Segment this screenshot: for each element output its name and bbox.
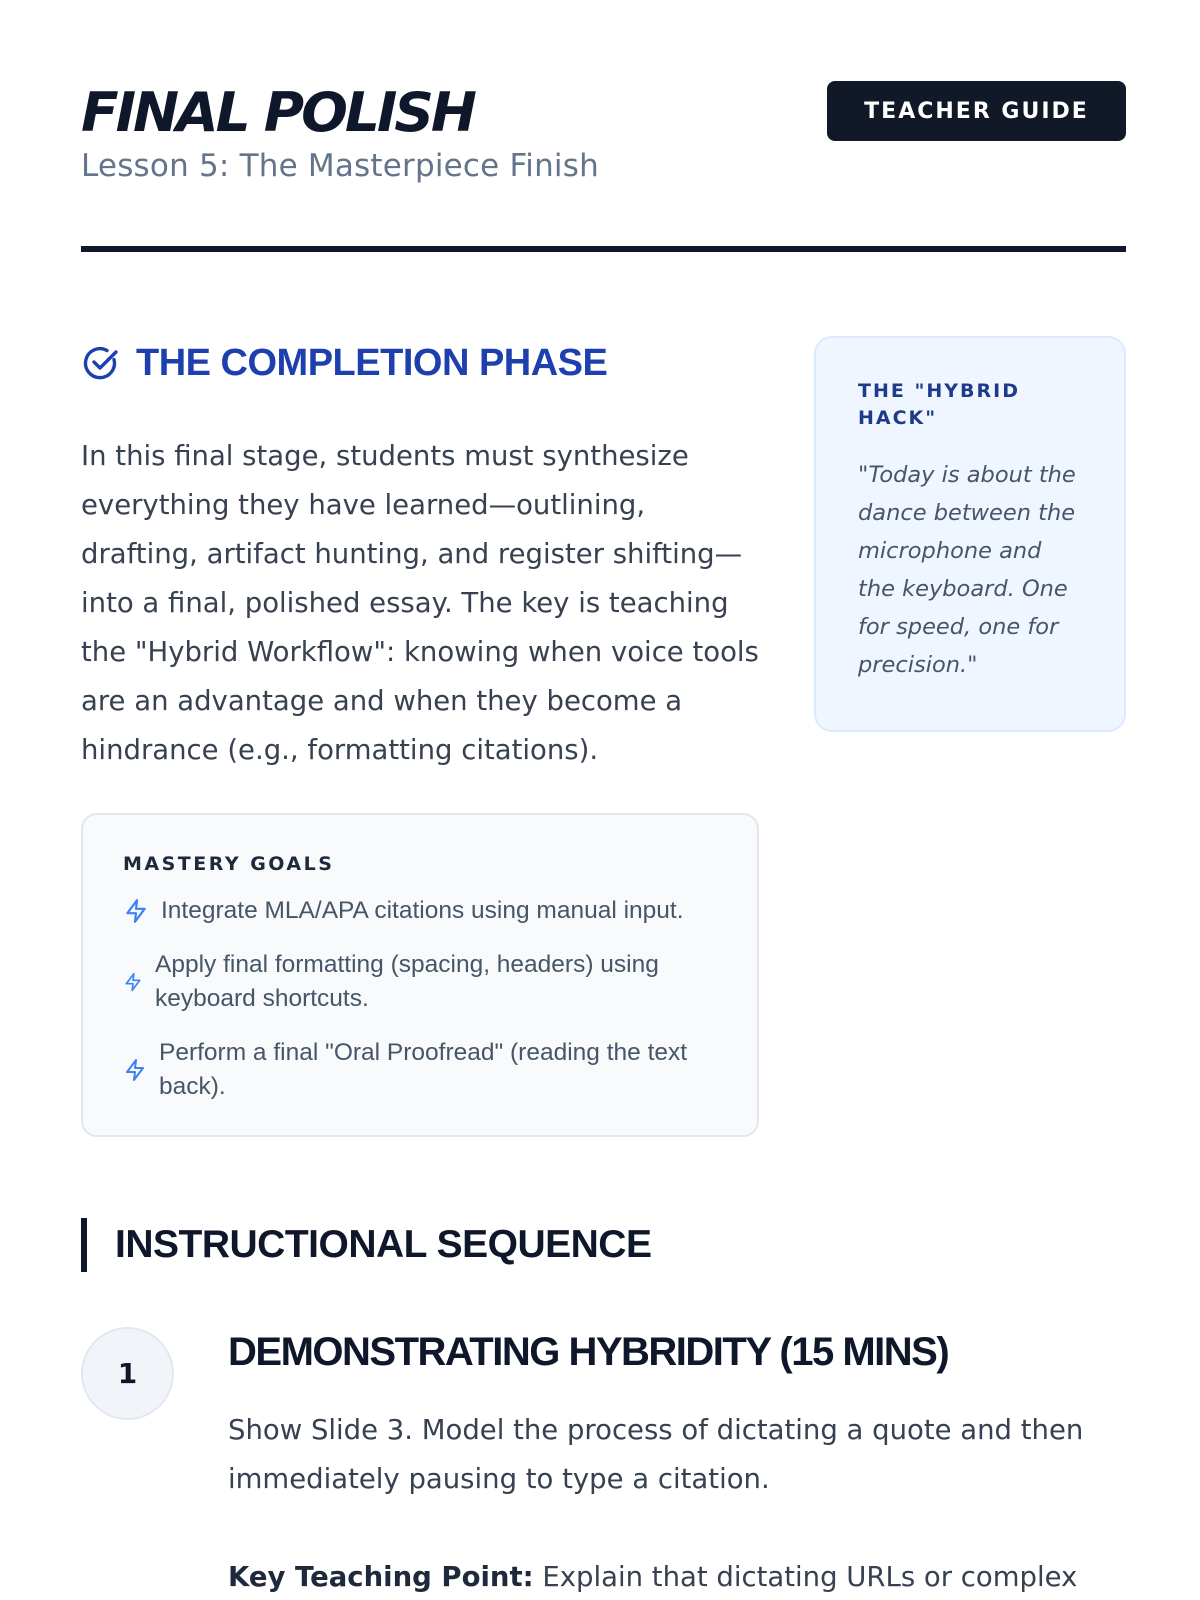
goal-item [123, 1036, 717, 1104]
step-title: DEMONSTRATING HYBRIDITY (15 MINS) [228, 1330, 949, 1374]
key-teaching-point [228, 1553, 1128, 1600]
goal-text: Apply final formatting (spacing, headers) using keyboard shortcuts. [155, 951, 659, 1012]
lightning-bolt-icon [123, 1057, 147, 1083]
hybrid-hack-quote: "Today is about the dance between the microphone and the keyboard. One for speed, one for precision." [858, 462, 1076, 678]
lesson-subtitle: Lesson 5: The Masterpiece Finish [81, 148, 599, 184]
mastery-goals-card [81, 813, 759, 1137]
intro-paragraph: In this final stage, students must synthesize everything they have learned—outlining, drafting, artifact hunting, and register shifting—into a final, polished essay. The key is teaching the "Hybrid Workflow": knowing when voice tools are an advantage and when they become a hindrance (e.g., formatting citations). [81, 440, 759, 766]
check-circle-icon [81, 343, 121, 383]
goal-text: Integrate MLA/APA citations using manual input. [161, 897, 684, 924]
completion-phase-heading [81, 338, 607, 388]
teacher-guide-badge: TEACHER GUIDE [827, 81, 1126, 141]
goal-text: Perform a final "Oral Proofread" (reading the text back). [159, 1039, 688, 1100]
heading-accent-bar [81, 1218, 87, 1272]
goal-item [123, 894, 717, 928]
key-teaching-label: Key Teaching Point: [228, 1561, 534, 1593]
instructional-sequence-heading [81, 1218, 652, 1272]
hybrid-hack-title: THE "HYBRID HACK" [858, 380, 1020, 429]
hybrid-hack-card [814, 336, 1126, 732]
step-number-badge: 1 [81, 1327, 174, 1420]
step-description: Show Slide 3. Model the process of dictating a quote and then immediately pausing to type a citation. [228, 1414, 1084, 1495]
header-divider [81, 246, 1126, 252]
lightning-bolt-icon [123, 897, 149, 925]
lesson-page [81, 0, 1126, 1600]
sequence-title: INSTRUCTIONAL SEQUENCE [115, 1223, 652, 1266]
key-teaching-text: Explain that dictating URLs or complex [533, 1561, 1078, 1593]
mastery-goals-title: MASTERY GOALS [123, 853, 335, 875]
page-title: FINAL POLISH [81, 81, 474, 144]
lightning-bolt-icon [123, 971, 143, 993]
section-title: THE COMPLETION PHASE [136, 341, 608, 384]
header [81, 78, 1126, 253]
goal-item [123, 948, 717, 1016]
